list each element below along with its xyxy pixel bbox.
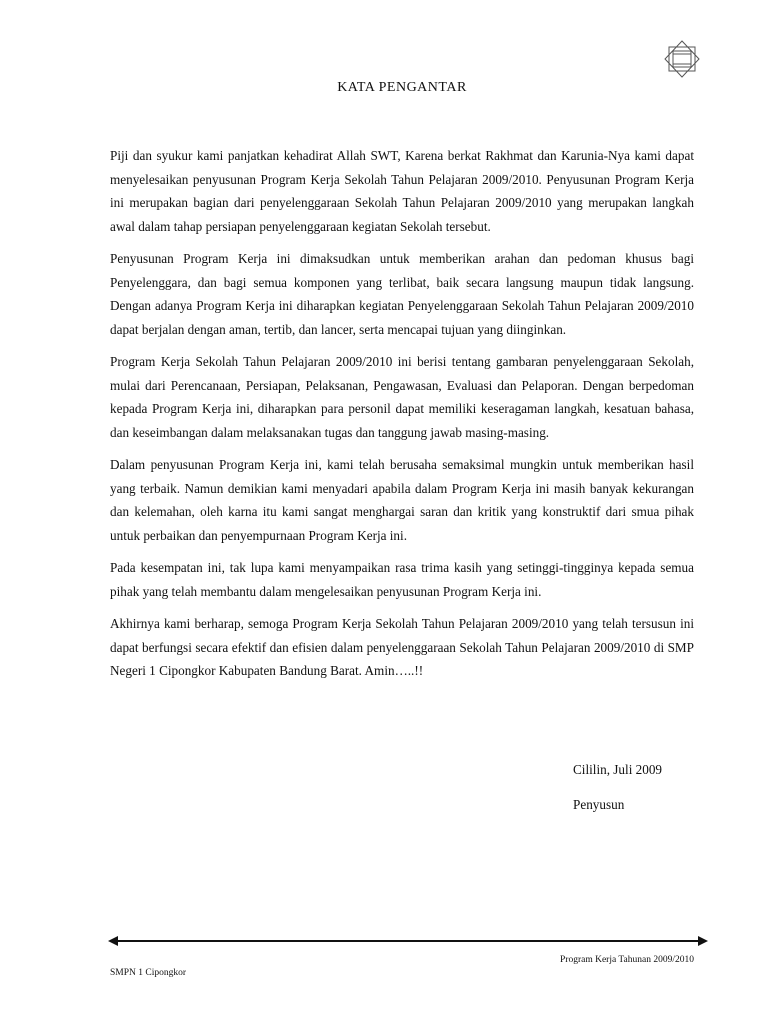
paragraph: Pada kesempatan ini, tak lupa kami menyampaikan rasa trima kasih yang setinggi-tingginya kepada semua pihak yang telah membantu dalam mengelesaikan penyusunan Program Kerja ini.	[110, 560, 694, 599]
closing-block	[573, 758, 662, 816]
footer-doc-title: Program Kerja Tahunan 2009/2010	[560, 955, 694, 965]
page-title: KATA PENGANTAR	[337, 80, 467, 95]
double-arrow-rule-icon	[108, 934, 708, 948]
paragraph: Dalam penyusunan Program Kerja ini, kami telah berusaha semaksimal mungkin untuk memberikan hasil yang terbaik. Namun demikian kami menyadari apabila dalam Program Kerja ini masih banyak kekurangan dan kelemahan, oleh karna itu kami sangat menghargai saran dan kritik yang konstruktif dari smua pihak untuk perbaikan dan penyempurnaan Program Kerja ini.	[110, 457, 694, 543]
ornament-square-logo-icon	[662, 40, 702, 78]
place-date: Cililin, Juli 2009	[573, 762, 663, 777]
paragraph: Program Kerja Sekolah Tahun Pelajaran 2009/2010 ini berisi tentang gambaran penyelenggaraan Sekolah, mulai dari Perencanaan, Persiapan, Pelaksanan, Pengawasan, Evaluasi dan Pelaporan. Dengan berpedoman kepada Program Kerja ini, diharapkan para personil dapat memiliki keseragaman langkah, kesatuan bahasa, dan keseimbangan dalam melaksanakan tugas dan tanggung jawab masing-masing.	[110, 354, 694, 440]
paragraph: Penyusunan Program Kerja ini dimaksudkan untuk memberikan arahan dan pedoman khusus bagi Penyelenggara, dan bagi semua komponen yang terlibat, baik secara langsung maupun tidak langsung. Dengan adanya Program Kerja ini diharapkan kegiatan Penyelenggaraan Sekolah Tahun Pelajaran 2009/2010 dapat berjalan dengan aman, tertib, dan lancer, serta mencapai tujuan yang diinginkan.	[110, 251, 694, 337]
document-body	[110, 144, 694, 692]
author-label: Penyusun	[573, 797, 625, 812]
footer-school-name: SMPN 1 Cipongkor	[110, 968, 187, 978]
paragraph: Piji dan syukur kami panjatkan kehadirat Allah SWT, Karena berkat Rakhmat dan Karunia-Nya kami dapat menyelesaikan penyusunan Program Kerja Sekolah Tahun Pelajaran 2009/2010. Penyusunan Program Kerja ini merupakan bagian dari penyelenggaraan Sekolah Tahun Pelajaran 2009/2010 yang merupakan langkah awal dalam tahap persiapan penyelenggaraan kegiatan Sekolah tersebut.	[110, 148, 694, 234]
paragraph: Akhirnya kami berharap, semoga Program Kerja Sekolah Tahun Pelajaran 2009/2010 yang telah tersusun ini dapat berfungsi secara efektif dan efisien dalam penyelenggaraan Sekolah Tahun Pelajaran 2009/2010 di SMP Negeri 1 Cipongkor Kabupaten Bandung Barat. Amin…..!!	[110, 616, 694, 678]
